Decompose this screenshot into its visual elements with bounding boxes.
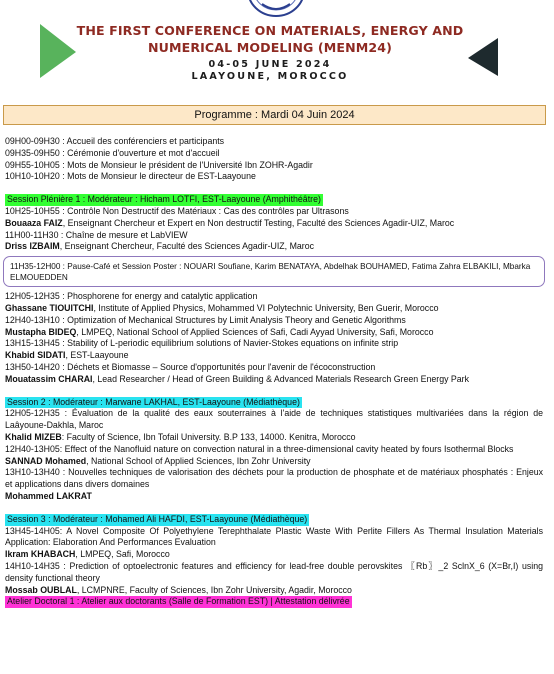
time-slot: 12H05-12H35: [5, 291, 60, 302]
talk-title: : Évaluation de la qualité des eaux souterraines à l'aide de techniques statistiques multivariées dans la région de Laâyoune-Dakhla, Maroc: [5, 408, 543, 431]
conference-header: [0, 0, 554, 96]
speaker-line: [5, 303, 543, 315]
time-slot: 09H00-09H30: [5, 136, 60, 146]
speaker-affiliation: , LMPEQ, National School of Applied Sciences of Safi, Cadi Ayyad University, Safi, Morocco: [76, 326, 434, 337]
talk-title: : A Novel Composite Of Polyethylene Terephthalate Plastic Waste With Perlite Fillers As Thermal Insulation Materials Application: Elaboration And Performances Evaluation: [5, 525, 543, 548]
talk-line: [5, 561, 543, 585]
schedule-line: [5, 171, 543, 183]
speaker-affiliation: , LMPEQ, Safi, Morocco: [75, 549, 170, 560]
schedule-line: [5, 160, 543, 172]
talk-line: [5, 230, 543, 242]
talk-line: [5, 526, 543, 550]
speaker-line: [5, 585, 543, 597]
talk-title: : Contrôle Non Destructif des Matériaux : Cas des contrôles par Ultrasons: [59, 205, 349, 216]
speaker-line: [5, 432, 543, 444]
item-text: : Mots de Monsieur le directeur de EST-Laayoune: [59, 171, 256, 182]
time-slot: 12H40-13H05: [5, 443, 60, 454]
programme-content: [5, 136, 543, 608]
speaker-name: Khabid SIDATI: [5, 350, 66, 361]
conference-logo-icon: [244, 0, 308, 18]
time-slot: 11H00-11H30: [5, 229, 59, 240]
session-header-line: [5, 514, 543, 526]
time-slot: 13H45-14H05: [5, 525, 60, 536]
session-header-line: [5, 194, 543, 206]
programme-banner: Programme : Mardi 04 Juin 2024: [3, 105, 546, 125]
atelier-header: Atelier Doctoral 1 : Atelier aux doctorants (Salle de Formation EST) | Attestation délivrée: [7, 596, 350, 607]
conference-title-line2: NUMERICAL MODELING (MENM24): [148, 40, 392, 55]
speaker-line: [5, 374, 543, 386]
conference-title-line1: THE FIRST CONFERENCE ON MATERIALS, ENERGY AND: [76, 23, 464, 38]
session-header-line: [5, 397, 543, 409]
schedule-line: [5, 148, 543, 160]
speaker-line: [5, 456, 543, 468]
talk-title: : Chaîne de mesure et LabVIEW: [58, 229, 188, 240]
session3-header: Session 3 : Modérateur : Mohamed Ali HAFDI, EST-Laayoune (Médiathèque): [7, 513, 308, 524]
speaker-line: [5, 549, 543, 561]
plenary-session-header: Session Plénière 1 : Modérateur : Hicham LOTFI, EST-Laayoune (Amphithéâtre): [7, 194, 321, 205]
talk-line: [5, 444, 543, 456]
speaker-affiliation: , Institute of Applied Physics, Mohammed VI Polytechnic University, Ben Guerir, Morocco: [93, 302, 439, 313]
pause-poster-box: [3, 256, 545, 287]
talk-line: [5, 338, 543, 350]
talk-title: : Prediction of optoelectronic features and efficiency for lead-free double perovskites 〖Rb〗_2 SclnX_6 (X=Br,I) using density functional theory: [5, 560, 543, 583]
talk-title: : Déchets et Biomasse – Source d'opportunités pour l'avenir de l'écoconstruction: [59, 361, 376, 372]
pause-text: : Pause-Café et Session Poster : NOUARI Soufiane, Karim BENATAYA, Abdelhak BOUHAMED, Fatima Zahra ELBAKILI, Mbarka ELMOUEDDEN: [10, 262, 531, 283]
speaker-name: Mouatassim CHARAI: [5, 373, 93, 384]
talk-line: [5, 206, 543, 218]
item-text: : Accueil des conférenciers et participants: [59, 136, 225, 146]
speaker-affiliation: , EST-Laayoune: [65, 350, 129, 361]
speaker-line: [5, 327, 543, 339]
speaker-line: [5, 241, 543, 253]
speaker-name: Mohammed LAKRAT: [5, 490, 92, 501]
speaker-affiliation: : Faculty of Science, Ibn Tofail University. B.P 133, 14000. Kenitra, Morocco: [61, 431, 356, 442]
speaker-name: Khalid MIZEB: [5, 431, 62, 442]
talk-line: [5, 408, 543, 432]
speaker-name: Mustapha BIDEQ: [5, 326, 77, 337]
talk-title: : Stability of L-periodic equilibrium solutions of Navier-Stokes equations on infinite strip: [59, 338, 399, 349]
item-text: : Mots de Monsieur le président de l'Université Ibn ZOHR-Agadir: [59, 159, 313, 170]
session-header-line: [5, 596, 543, 608]
talk-title: : Nouvelles techniques de valorisation des déchets pour la production de phosphate et de matériaux phosphatés : Enjeux et applications dans divers domaines: [5, 467, 543, 490]
session2-header: Session 2 : Modérateur : Marwane LAKHAL, EST-Laayoune (Médiathèque): [7, 396, 300, 407]
speaker-line: [5, 350, 543, 362]
schedule-line: [5, 136, 543, 148]
speaker-affiliation: , Lead Researcher / Head of Green Building & Advanced Materials Research Green Energy Park: [92, 373, 470, 384]
time-slot: 09H55-10H05: [5, 159, 60, 170]
talk-line: [5, 362, 543, 374]
time-slot: 13H10-13H40: [5, 467, 60, 478]
time-slot: 10H25-10H55: [5, 205, 60, 216]
talk-line: [5, 291, 543, 303]
speaker-affiliation: , Enseignant Chercheur, Faculté des Sciences Agadir-UIZ, Maroc: [59, 241, 315, 252]
title-block: [60, 22, 480, 83]
speaker-name: Ghassane TIOUITCHI: [5, 302, 94, 313]
talk-title: : Phosphorene for energy and catalytic application: [59, 291, 258, 302]
time-slot: 11H35-12H00: [10, 262, 61, 272]
time-slot: 14H10-14H35: [5, 560, 60, 571]
item-text: : Cérémonie d'ouverture et mot d'accueil: [59, 147, 220, 158]
speaker-name: Bouaaza FAIZ: [5, 217, 63, 228]
time-slot: 10H10-10H20: [5, 171, 60, 182]
speaker-name: Mossab OUBLAL: [5, 584, 77, 595]
conference-dates: 04-05 JUNE 2024: [208, 59, 332, 70]
talk-title: : Effect of the Nanofluid nature on convection natural in a three-dimensional cavity heated by fours Isothermal Blocks: [59, 443, 514, 454]
talk-line: [5, 467, 543, 491]
speaker-line: [5, 218, 543, 230]
time-slot: 13H50-14H20: [5, 361, 60, 372]
speaker-name: Ikram KHABACH: [5, 549, 76, 560]
speaker-name: Driss IZBAIM: [5, 241, 60, 252]
speaker-name: SANNAD Mohamed: [5, 455, 87, 466]
speaker-affiliation: , LCMPNRE, Faculty of Sciences, Ibn Zohr University, Agadir, Morocco: [76, 584, 352, 595]
speaker-line: [5, 491, 543, 503]
conference-place: LAAYOUNE, MOROCCO: [191, 71, 349, 82]
time-slot: 12H05-12H35: [5, 408, 60, 419]
talk-line: [5, 315, 543, 327]
time-slot: 09H35-09H50: [5, 147, 60, 158]
time-slot: 12H40-13H10: [5, 314, 60, 325]
speaker-affiliation: , National School of Applied Sciences, Ibn Zohr University: [86, 455, 311, 466]
speaker-affiliation: , Enseignant Chercheur et Expert en Non destructif Testing, Faculté des Sciences Agadir-UIZ, Maroc: [62, 217, 455, 228]
time-slot: 13H15-13H45: [5, 338, 60, 349]
talk-title: : Optimization of Mechanical Structures by Limit Analysis Theory and Genetic Algorithms: [59, 314, 406, 325]
